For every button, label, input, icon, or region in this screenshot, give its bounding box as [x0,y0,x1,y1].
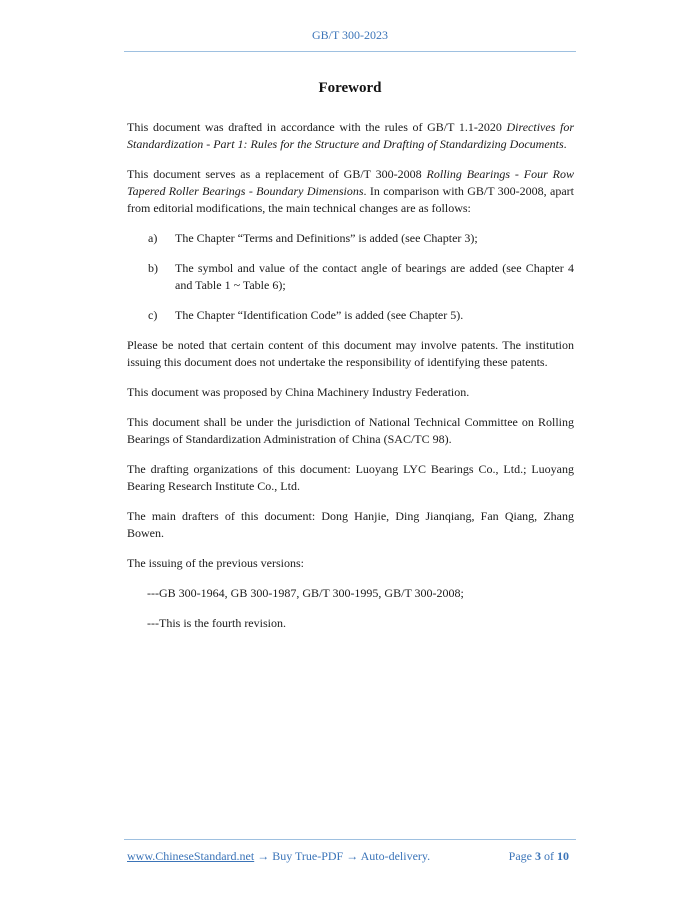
page-title: Foreword [318,80,382,96]
list-item-text: The symbol and value of the contact angle of bearings are added (see Chapter 4 and Table 1 ~ Table 6); [175,261,574,292]
list-item-text: The Chapter “Identification Code” is added (see Chapter 5). [175,308,464,322]
paragraph-jurisdiction: This document shall be under the jurisdiction of National Technical Committee on Rolling Bearings of Standardization Administration of China (SAC/TC 98). [127,415,574,446]
list-marker: b) [148,261,158,275]
footer-promo [127,849,430,864]
header-doc-code: GB/T 300-2023 [311,28,389,42]
list-item [127,307,574,324]
paragraph-patents: Please be noted that certain content of this document may involve patents. The institution issuing this document does not undertake the responsibility of identifying these patents. [127,338,574,369]
auto-delivery-text: Auto-delivery. [360,849,431,863]
revision-note: ---This is the fourth revision. [147,616,286,630]
list-marker: c) [148,308,158,322]
footer-divider [124,839,576,840]
paragraph-drafters: The main drafters of this document: Dong Hanjie, Ding Jianqiang, Fan Qiang, Zhang Bowen. [127,509,574,540]
page-number: Page 3 of 10 [508,849,569,863]
foreword-body [127,119,574,645]
current-page: 3 [535,849,541,863]
website-link[interactable]: www.ChineseStandard.net [127,849,255,863]
arrow-right-icon: → [257,849,270,863]
paragraph-previous-versions: The issuing of the previous versions: [127,556,304,570]
list-item [127,260,574,294]
list-marker: a) [148,231,158,245]
previous-versions-list: ---GB 300-1964, GB 300-1987, GB/T 300-1995, GB/T 300-2008; [147,586,464,600]
arrow-right-icon: → [346,849,359,863]
list-item-text: The Chapter “Terms and Definitions” is added (see Chapter 3); [175,231,478,245]
paragraph-drafting-rules: This document was drafted in accordance with the rules of GB/T 1.1-2020 Directives for Standardization - Part 1: Rules for the Structure and Drafting of Standardizing Documents. [127,120,574,151]
list-item [127,230,574,247]
total-pages: 10 [557,849,569,863]
header-divider [124,51,576,52]
buy-true-pdf-text: Buy True-PDF [272,849,344,863]
paragraph-drafting-organizations: The drafting organizations of this document: Luoyang LYC Bearings Co., Ltd.; Luoyang Bearing Research Institute Co., Ltd. [127,462,574,493]
paragraph-replacement: This document serves as a replacement of GB/T 300-2008 Rolling Bearings - Four Row Tapered Roller Bearings - Boundary Dimensions. In comparison with GB/T 300-2008, apart from editorial modifications, the main technical changes are as follows: [127,167,574,215]
paragraph-proposed-by: This document was proposed by China Machinery Industry Federation. [127,385,470,399]
